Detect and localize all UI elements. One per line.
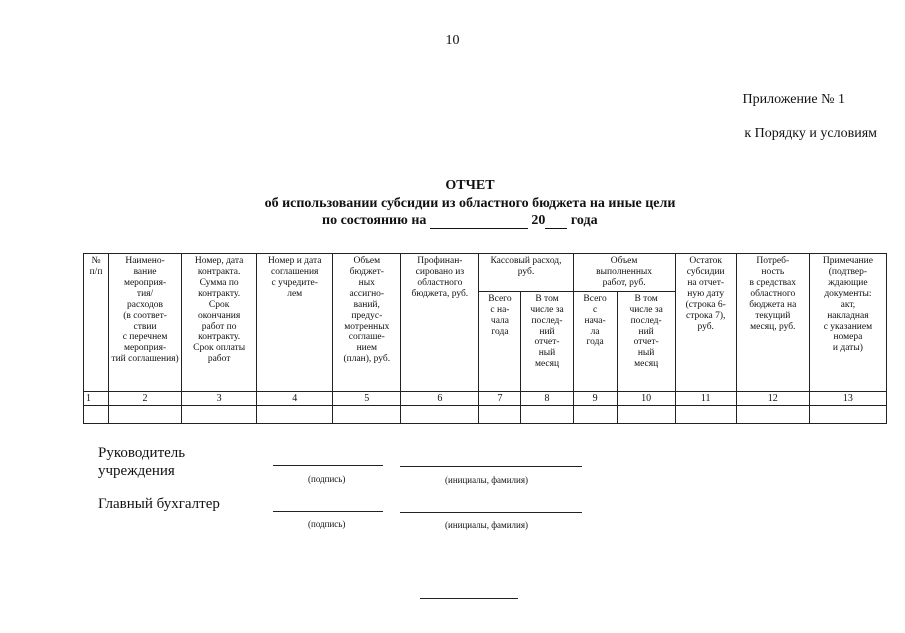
header-work-month: В том числе за послед- ний отчет- ный месяц [617,291,675,391]
column-number: 5 [333,391,401,406]
table-cell [109,406,182,424]
report-title: ОТЧЕТ [445,178,495,193]
report-table [83,253,887,424]
date-year-blank [545,214,567,229]
date-year: 20 [531,213,546,228]
header-need: Потреб- ность в средствах областного бюджета на текущий месяц, руб. [736,254,809,392]
report-subtitle: об использовании субсидии из областного бюджета на иные цели [264,196,676,211]
column-number: 8 [521,391,573,406]
accountant-signature-line [273,511,383,512]
header-agreement: Номер и дата соглашения с учредите- лем [257,254,333,392]
column-numbers-row [84,391,887,406]
column-number: 9 [573,391,617,406]
table-cell [333,406,401,424]
accountant-name-line [400,512,582,513]
accountant-signature-caption: (подпись) [308,519,346,529]
date-prefix: по состоянию на [322,213,427,228]
head-name-caption: (инициалы, фамилия) [445,475,528,485]
header-name: Наимено- вание мероприя- тия/ расходов (в соответ- ствии с перечнем мероприя- тий соглашения) [109,254,182,392]
column-number: 10 [617,391,675,406]
page-number: 10 [445,33,460,48]
header-contract: Номер, дата контракта. Сумма по контракту. Срок окончания работ по контракту. Срок оплаты работ [182,254,257,392]
date-day-month-blank [430,214,528,229]
table-cell [257,406,333,424]
table-cell [736,406,809,424]
head-label-line2: учреждения [98,463,175,479]
column-number: 4 [257,391,333,406]
accountant-name-caption: (инициалы, фамилия) [445,520,528,530]
annex-title: Приложение № 1 [742,92,845,107]
table-cell [84,406,109,424]
table-cell [573,406,617,424]
table-cell [521,406,573,424]
table-cell [182,406,257,424]
table-row [84,406,887,424]
header-cash: Кассовый расход, руб. [479,254,573,292]
table-cell [617,406,675,424]
table-cell [401,406,479,424]
column-number: 12 [736,391,809,406]
table-header-row [84,254,887,292]
header-num: № п/п [84,254,109,392]
column-number: 6 [401,391,479,406]
header-note: Примечание (подтвер- ждающие документы: акт, накладная с указанием номера и даты) [809,254,886,392]
annex-subtitle: к Порядку и условиям [744,126,877,141]
column-number: 3 [182,391,257,406]
header-cash-total: Всего с на- чала года [479,291,521,391]
head-name-line [400,466,582,467]
table-cell [675,406,736,424]
head-signature-line [273,465,383,466]
date-suffix: года [570,213,598,228]
header-work: Объем выполненных работ, руб. [573,254,675,292]
header-volume: Объем бюджет- ных ассигно- ваний, предус- мотренных соглаше- нием (план), руб. [333,254,401,392]
header-work-total: Всего с нача- ла года [573,291,617,391]
column-number: 1 [84,391,109,406]
table-cell [809,406,886,424]
header-balance: Остаток субсидии на отчет- ную дату (строка 6- строка 7), руб. [675,254,736,392]
column-number: 13 [809,391,886,406]
column-number: 2 [109,391,182,406]
column-number: 7 [479,391,521,406]
accountant-label: Главный бухгалтер [98,496,220,512]
table-cell [479,406,521,424]
footer-separator-line [420,598,518,599]
head-signature-caption: (подпись) [308,474,346,484]
head-label-line1: Руководитель [98,445,186,461]
report-date-line [322,213,598,229]
header-cash-month: В том числе за послед- ний отчет- ный месяц [521,291,573,391]
header-financed: Профинан- сировано из областного бюджета, руб. [401,254,479,392]
column-number: 11 [675,391,736,406]
